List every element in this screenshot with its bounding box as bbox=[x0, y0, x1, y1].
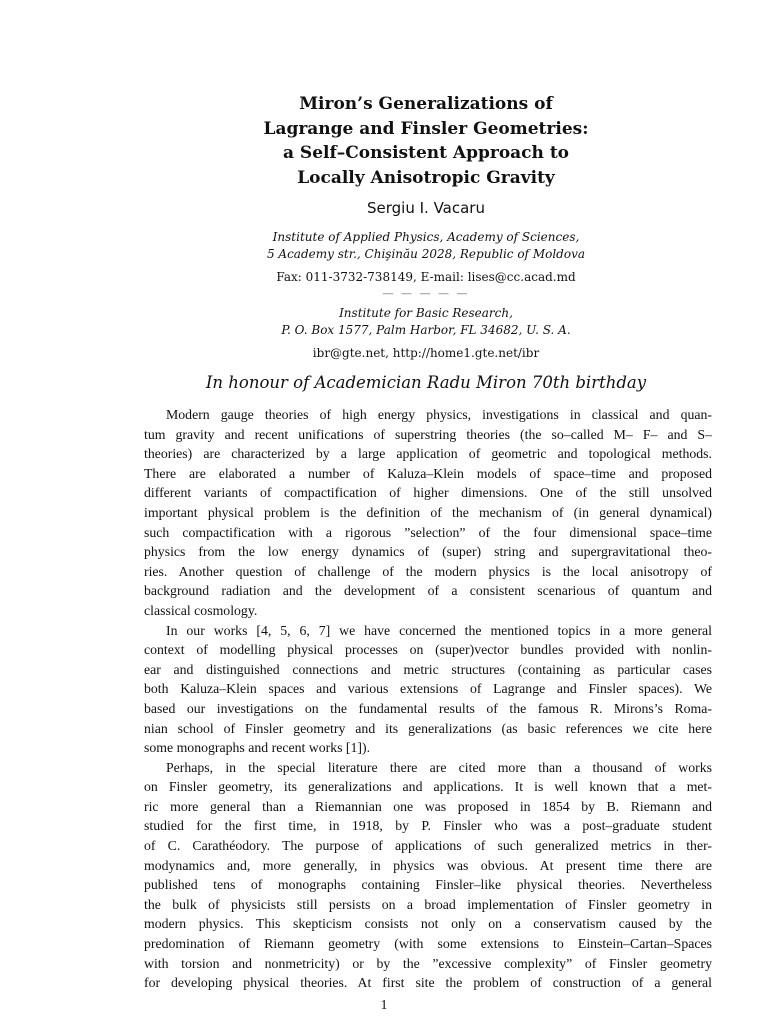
body-line: There are elaborated a number of Kaluza–Klein models of space–time and proposed bbox=[144, 465, 712, 481]
contact-1: Fax: 011-3732-738149, E-mail: lises@cc.acad.md bbox=[276, 270, 576, 284]
body-line: of C. Carathéodory. The purpose of applications of such generalized metrics in ther- bbox=[144, 838, 712, 854]
body-line: for developing physical theories. At first site the problem of construction of a general bbox=[144, 975, 712, 991]
body-line: background radiation and the development of a consistent scenarious of quantum and bbox=[144, 583, 712, 599]
body-line: nian school of Finsler geometry and its generalizations (as basic references we cite here bbox=[144, 720, 712, 736]
title-line: a Self–Consistent Approach to bbox=[282, 143, 570, 163]
paper-title bbox=[150, 92, 702, 190]
affiliation-2-line-1: Institute for Basic Research, bbox=[339, 306, 513, 320]
body-line: modynamics and, more generally, in physics was obvious. At present time there are bbox=[144, 857, 712, 873]
affiliation-1-line-1: Institute of Applied Physics, Academy of Sciences, bbox=[272, 230, 580, 244]
body-line: ear and distinguished connections and metric structures (containing as particular cases bbox=[144, 661, 712, 677]
body-line: ries. Another question of challenge of the modern physics is the local anisotropy of bbox=[144, 563, 712, 579]
affiliation-1 bbox=[150, 229, 702, 263]
title-line: Locally Anisotropic Gravity bbox=[297, 167, 555, 188]
body-line: different variants of compactification of higher dimensions. One of the still unsolved bbox=[144, 485, 712, 501]
affiliation-2 bbox=[150, 305, 702, 339]
body-line: important physical problem is the definition of the mechanism of (in general dynamical) bbox=[144, 504, 712, 520]
affiliation-2-line-2: P. O. Box 1577, Palm Harbor, FL 34682, U. S. A. bbox=[281, 323, 571, 337]
body-line: modern physics. This skepticism consists not only on a conservatism caused by the bbox=[144, 916, 712, 932]
body-line: classical cosmology. bbox=[144, 602, 258, 618]
body-line: such compactification with a rigorous ”selection” of the four dimensional space–time bbox=[144, 524, 712, 540]
body-line: published tens of monographs containing Finsler–like physical theories. Nevertheless bbox=[144, 877, 712, 893]
affiliation-1-line-2: 5 Academy str., Chişinău 2028, Republic of Moldova bbox=[266, 247, 586, 261]
body-text bbox=[144, 405, 712, 993]
body-line: physics from the low energy dynamics of (super) string and supergravitational theo- bbox=[144, 544, 712, 560]
body-line: predomination of Riemann geometry (with some extensions to Einstein–Cartan–Spaces bbox=[144, 936, 712, 952]
body-line: the bulk of physicists still persists on a broad implementation of Finsler geometry in bbox=[144, 896, 712, 912]
contact-2: ibr@gte.net, http://home1.gte.net/ibr bbox=[312, 346, 540, 360]
affiliation-separator: — — — — — bbox=[382, 287, 470, 300]
body-line: with torsion and nonmetricity) or by the ”excessive complexity” of Finsler geometry bbox=[144, 955, 712, 971]
body-line: tum gravity and recent unifications of superstring theories (the so–called M– F– and S– bbox=[144, 426, 712, 442]
body-line: on Finsler geometry, its generalizations and applications. It is well known that a met- bbox=[144, 779, 712, 795]
title-line: Miron’s Generalizations of bbox=[299, 94, 553, 114]
body-line: both Kaluza–Klein spaces and various extensions of Lagrange and Finsler spaces). We bbox=[144, 681, 712, 697]
body-line: Modern gauge theories of high energy physics, investigations in classical and quan- bbox=[166, 407, 712, 422]
body-line: context of modelling physical processes on (super)vector bundles provided with nonlin- bbox=[144, 642, 712, 658]
body-line: ric more general than a Riemannian one was proposed in 1854 by B. Riemann and bbox=[144, 798, 712, 814]
body-line: In our works [4, 5, 6, 7] we have concerned the mentioned topics in a more general bbox=[166, 622, 712, 638]
body-line: based our investigations on the fundamental results of the famous R. Mirons’s Roma- bbox=[144, 700, 712, 716]
dedication: In honour of Academician Radu Miron 70th birthday bbox=[205, 373, 647, 392]
body-line: some monographs and recent works [1]). bbox=[144, 740, 371, 756]
page-number: 1 bbox=[380, 998, 388, 1013]
body-line: theories) are characterized by a large application of geometric and topological methods. bbox=[144, 446, 712, 462]
body-line: Perhaps, in the special literature there are cited more than a thousand of works bbox=[166, 759, 712, 775]
body-line: studied for the first time, in 1918, by P. Finsler who was a post–graduate student bbox=[144, 818, 712, 834]
author-name: Sergiu I. Vacaru bbox=[367, 199, 485, 217]
title-line: Lagrange and Finsler Geometries: bbox=[263, 118, 589, 139]
